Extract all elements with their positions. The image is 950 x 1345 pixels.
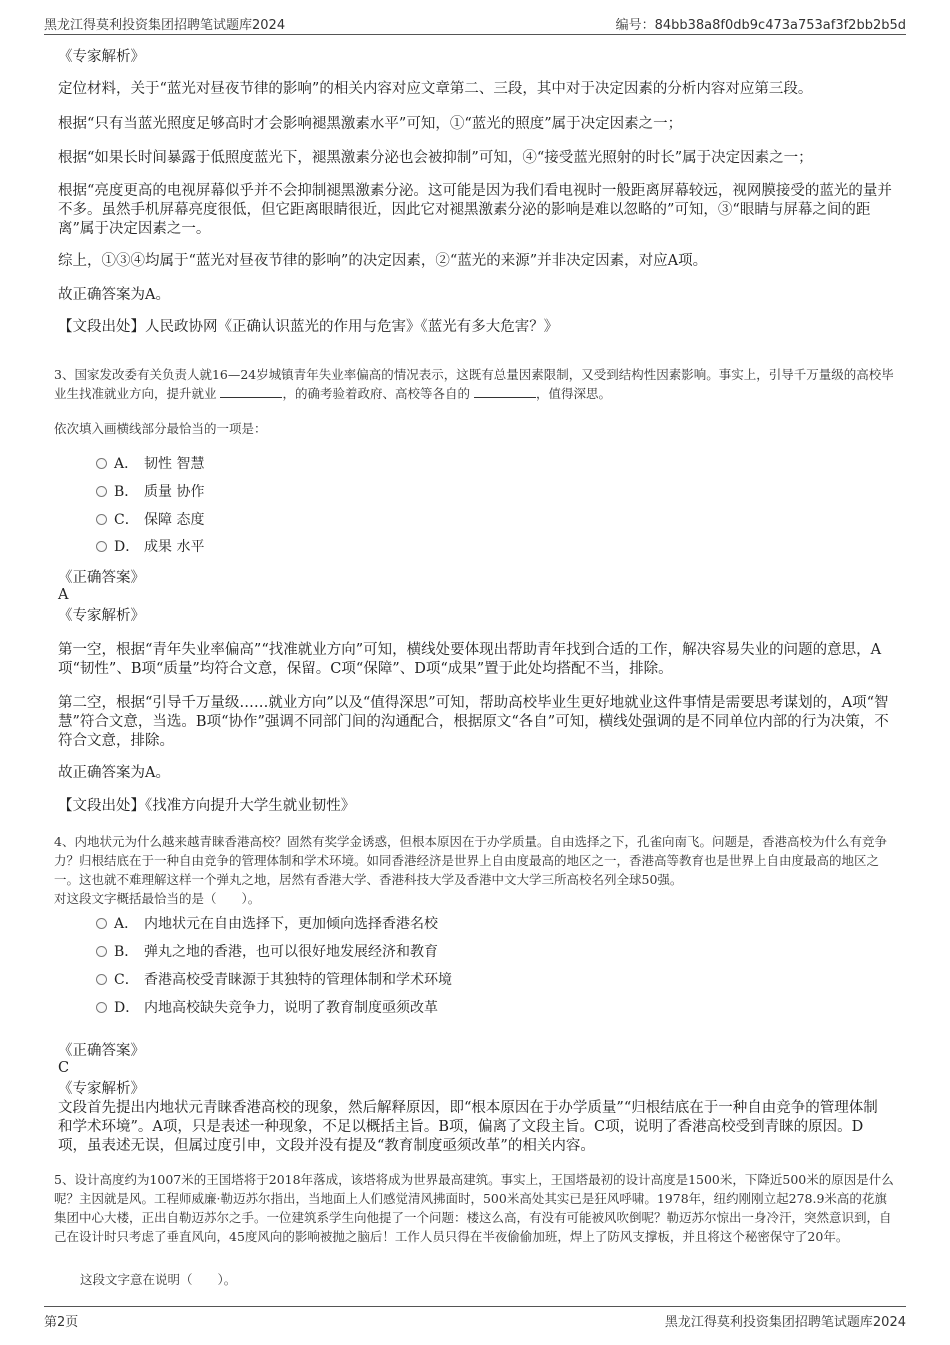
q4-analysis-label: 《专家解析》 xyxy=(58,1081,145,1097)
footer-divider xyxy=(44,1306,906,1307)
q4-option-b[interactable]: B． 弹丸之地的香港，也可以很好地发展经济和教育 xyxy=(96,943,438,961)
q3-source: 【文段出处】《找准方向提升大学生就业韧性》 xyxy=(58,798,356,814)
q4-analysis: 文段首先提出内地状元青睐香港高校的现象，然后解释原因，即“根本原因在于办学质量”“归根结底在于一种自由竞争的管理体制和学术环境”。A项，只是表述一种现象，不足以概括主旨。B项，偏离了文段主旨。C项，说明了香港高校受到青睐的原因。D项，虽表述无误，但属过度引申，文段并没有提及“教育制度亟须改革”的相关内容。 xyxy=(58,1100,878,1154)
q3-blank-1 xyxy=(220,385,282,398)
q4-answer-label: 《正确答案》 xyxy=(58,1043,145,1059)
q3-option-a[interactable]: A． 韧性 智慧 xyxy=(96,455,204,473)
header-code: 编号：84bb38a8f0db9c473a753af3f2bb2b5d xyxy=(615,18,906,33)
q3-prompt: 依次填入画横线部分最恰当的一项是： xyxy=(54,421,267,436)
q3-option-c[interactable]: C． 保障 态度 xyxy=(96,511,204,529)
q2-source: 【文段出处】人民政协网《正确认识蓝光的作用与危害》《蓝光有多大危害？》 xyxy=(58,319,559,335)
q3-analysis-p2: 第二空，根据“引导千万量级……就业方向”以及“值得深思”可知，帮助高校毕业生更好地就业这件事情是需要思考谋划的，A项“智慧”符合文意，当选。B项“协作”强调不同部门间的沟通配合，根据原文“各自”可知，横线处强调的是不同单位内部的行为决策，不符合文意，排除。 xyxy=(58,695,889,749)
radio-icon[interactable] xyxy=(96,541,107,552)
q3-analysis-label: 《专家解析》 xyxy=(58,608,145,624)
q4-option-a[interactable]: A． 内地状元在自由选择下，更加倾向选择香港名校 xyxy=(96,915,438,933)
q3-option-b[interactable]: B． 质量 协作 xyxy=(96,483,204,501)
q2-analysis-p2: 根据“只有当蓝光照度足够高时才会影响褪黑激素水平”可知，①“蓝光的照度”属于决定因素之一； xyxy=(58,116,683,132)
radio-icon[interactable] xyxy=(96,458,107,469)
q4-prompt: 对这段文字概括最恰当的是（ ）。 xyxy=(54,891,261,906)
q2-analysis-p1: 定位材料，关于“蓝光对昼夜节律的影响”的相关内容对应文章第二、三段，其中对于决定因素的分析内容对应第三段。 xyxy=(58,81,813,97)
q3-analysis-p1: 第一空，根据“青年失业率偏高”“找准就业方向”可知，横线处要体现出帮助青年找到合适的工作，解决容易失业的问题的意思，A项“韧性”、B项“质量”均符合文意，保留。C项“保障”、D项“成果”置于此处均搭配不当，排除。 xyxy=(58,642,882,677)
q3-blank-2 xyxy=(474,385,536,398)
header-divider xyxy=(44,34,906,35)
q4-option-c[interactable]: C． 香港高校受青睐源于其独特的管理体制和学术环境 xyxy=(96,971,452,989)
header-title: 黑龙江得莫利投资集团招聘笔试题库2024 xyxy=(44,18,286,33)
q2-analysis-p3: 根据“如果长时间暴露于低照度蓝光下，褪黑激素分泌也会被抑制”可知，④“接受蓝光照射的时长”属于决定因素之一； xyxy=(58,150,813,166)
radio-icon[interactable] xyxy=(96,974,107,985)
page-header xyxy=(44,14,906,33)
q4-option-d[interactable]: D． 内地高校缺失竞争力，说明了教育制度亟须改革 xyxy=(96,999,438,1017)
q4-answer: C xyxy=(58,1060,70,1076)
q3-answer-label: 《正确答案》 xyxy=(58,570,145,586)
q3-stem: 3、国家发改委有关负责人就16—24岁城镇青年失业率偏高的情况表示，这既有总量因素限制，又受到结构性因素影响。事实上，引导千万量级的高校毕业生找准就业方向，提升就业 ，的确考验着政府、高校等各自的 ，值得深思。 xyxy=(54,367,894,401)
page-number: 第2页 xyxy=(44,1315,79,1330)
q2-analysis-p4: 根据“亮度更高的电视屏幕似乎并不会抑制褪黑激素分泌。这可能是因为我们看电视时一般距离屏幕较远，视网膜接受的蓝光的量并不多。虽然手机屏幕亮度很低，但它距离眼睛很近，因此它对褪黑激素分泌的影响是难以忽略的”可知，③“眼睛与屏幕之间的距离”属于决定因素之一。 xyxy=(58,183,892,237)
q3-answer-line: 故正确答案为A。 xyxy=(58,765,170,781)
q2-analysis-p5: 综上，①③④均属于“蓝光对昼夜节律的影响”的决定因素，②“蓝光的来源”并非决定因素，对应A项。 xyxy=(58,253,708,269)
radio-icon[interactable] xyxy=(96,486,107,497)
radio-icon[interactable] xyxy=(96,946,107,957)
q3-answer: A xyxy=(58,587,69,603)
q4-stem: 4、内地状元为什么越来越青睐香港高校？固然有奖学金诱惑，但根本原因在于办学质量。自由选择之下，孔雀向南飞。问题是，香港高校为什么有竞争力？归根结底在于一种自由竞争的管理体制和学术环境。如同香港经济是世界上自由度最高的地区之一，香港高等教育也是世界上自由度最高的地区之一。这也就不难理解这样一个弹丸之地，居然有香港大学、香港科技大学及香港中文大学三所高校名列全球50强。 xyxy=(54,834,887,887)
q2-answer-line: 故正确答案为A。 xyxy=(58,287,170,303)
radio-icon[interactable] xyxy=(96,918,107,929)
radio-icon[interactable] xyxy=(96,514,107,525)
radio-icon[interactable] xyxy=(96,1002,107,1013)
q5-prompt: 这段文字意在说明（ ）。 xyxy=(80,1272,237,1287)
footer-title: 黑龙江得莫利投资集团招聘笔试题库2024 xyxy=(664,1315,906,1330)
q5-stem: 5、设计高度约为1007米的王国塔将于2018年落成，该塔将成为世界最高建筑。事实上，王国塔最初的设计高度是1500米，下降近500米的原因是什么呢？主因就是风。工程师威廉·勒迈苏尔指出，当地面上人们感觉清风拂面时，500米高处其实已是狂风呼啸。1978年，纽约刚刚立起278.9米高的花旗集团中心大楼，正出自勒迈苏尔之手。一位建筑系学生向他提了一个问题：楼这么高，有没有可能被风吹倒呢？勒迈苏尔惊出一身冷汗，突然意识到，自己在设计时只考虑了垂直风向，45度风向的影响被抛之脑后！工作人员只得在半夜偷偷加班，焊上了防风支撑板，并且将这个秘密保守了20年。 xyxy=(54,1172,894,1244)
q2-analysis-label: 《专家解析》 xyxy=(58,49,145,65)
page-footer xyxy=(44,1311,906,1330)
q3-option-d[interactable]: D． 成果 水平 xyxy=(96,538,204,556)
